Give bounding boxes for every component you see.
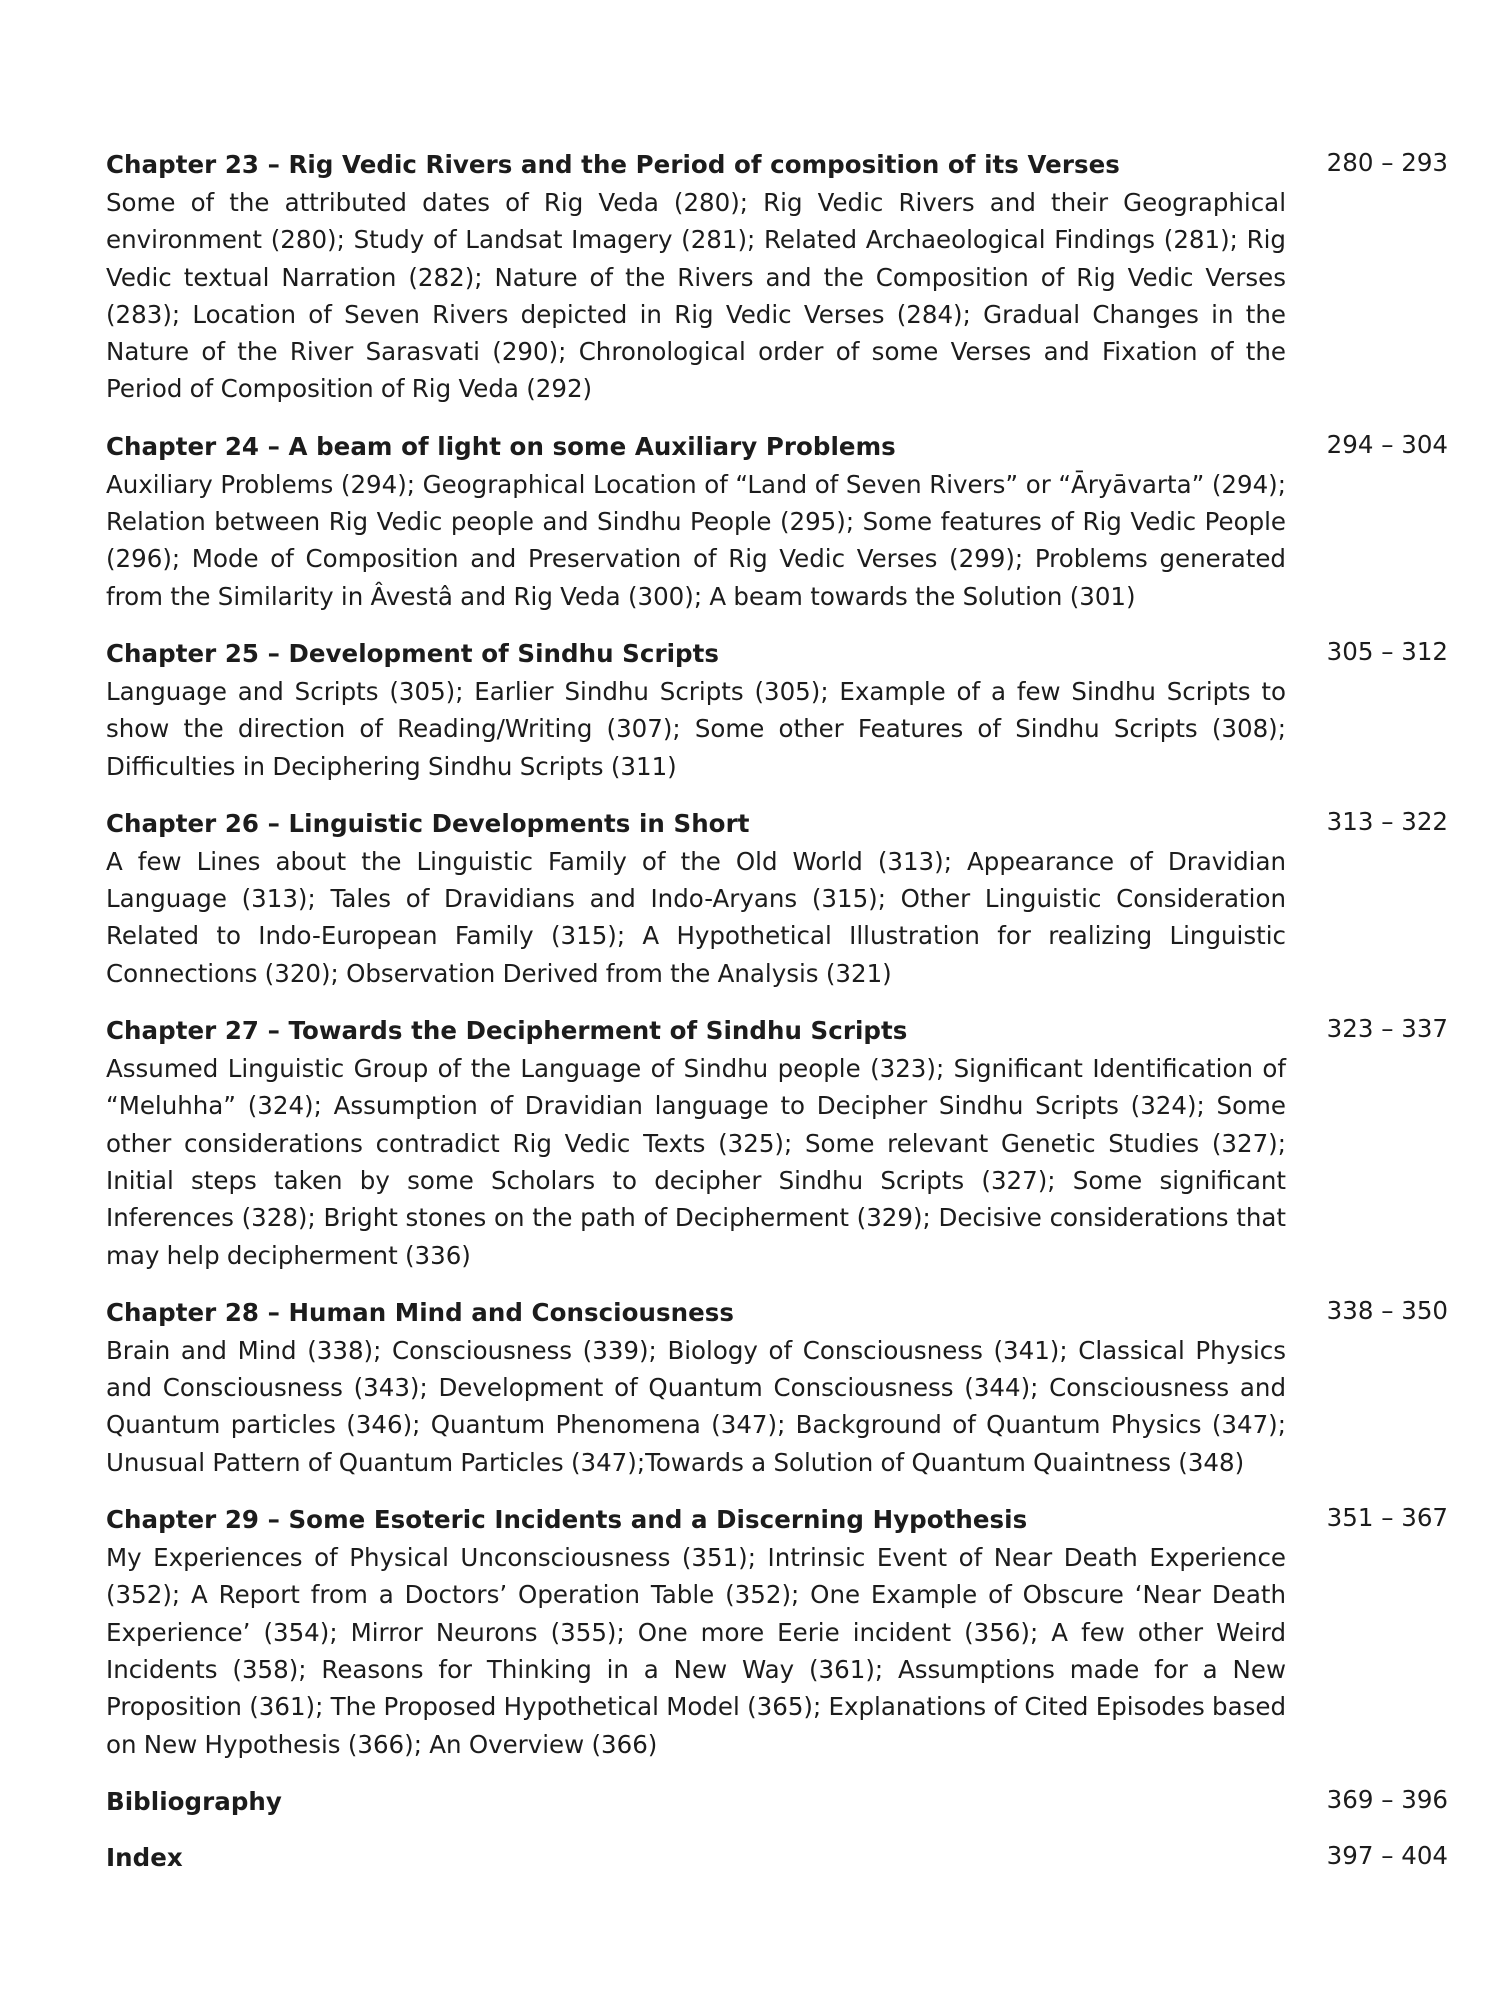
chapter-title: Chapter 26 – Linguistic Developments in Short (106, 808, 750, 838)
chapter-pages: 313 – 322 (1326, 806, 1448, 836)
toc-entry-index (106, 1839, 1448, 1877)
chapter-title: Chapter 29 – Some Esoteric Incidents and a Discerning Hypothesis (106, 1505, 1028, 1535)
chapter-pages: 294 – 304 (1326, 429, 1448, 459)
chapter-title: Chapter 28 – Human Mind and Consciousness (106, 1297, 735, 1327)
bibliography-title: Bibliography (106, 1786, 282, 1816)
chapter-description: Auxiliary Problems (294); Geographical Location of “Land of Seven Rivers” or “Āryāvarta” (294); Relation between Rig Vedic people and Sindhu People (295); Some features of Rig Vedic People (296); Mode of Composition and Preservation of Rig Vedic Verses (299); Problems generated from the Similarity in Âvestâ and Rig Veda (300); A beam towards the Solution (301) (106, 469, 1286, 611)
chapter-pages: 305 – 312 (1326, 636, 1448, 666)
toc-entry-bibliography (106, 1783, 1448, 1821)
toc-entry-chapter-26 (106, 805, 1448, 992)
chapter-description: Assumed Linguistic Group of the Language of Sindhu people (323); Significant Identification of “Meluhha” (324); Assumption of Dravidian language to Decipher Sindhu Scripts (324); Some other considerations contradict Rig Vedic Texts (325); Some relevant Genetic Studies (327); Initial steps taken by some Scholars to decipher Sindhu Scripts (327); Some significant Inferences (328); Bright stones on the path of Decipherment (329); Decisive considerations that may help decipherment (336) (106, 1054, 1286, 1270)
toc-entry-chapter-28 (106, 1294, 1448, 1481)
toc-entry-chapter-25 (106, 635, 1448, 785)
table-of-contents (106, 146, 1448, 1897)
chapter-description: Language and Scripts (305); Earlier Sindhu Scripts (305); Example of a few Sindhu Scripts to show the direction of Reading/Writing (307); Some other Features of Sindhu Scripts (308); Difficulties in Deciphering Sindhu Scripts (311) (106, 676, 1286, 781)
chapter-pages: 323 – 337 (1326, 1014, 1448, 1044)
bibliography-pages: 369 – 396 (1326, 1784, 1448, 1814)
chapter-pages: 338 – 350 (1326, 1295, 1448, 1325)
chapter-title: Chapter 24 – A beam of light on some Auxiliary Problems (106, 431, 896, 461)
chapter-title: Chapter 25 – Development of Sindhu Scripts (106, 638, 720, 668)
index-pages: 397 – 404 (1326, 1840, 1448, 1870)
index-title: Index (106, 1842, 183, 1872)
toc-entry-chapter-29 (106, 1501, 1448, 1763)
chapter-description: Brain and Mind (338); Consciousness (339); Biology of Consciousness (341); Classical Physics and Consciousness (343); Development of Quantum Consciousness (344); Consciousness and Quantum particles (346); Quantum Phenomena (347); Background of Quantum Physics (347); Unusual Pattern of Quantum Particles (347);Towards a Solution of Quantum Quaintness (348) (106, 1335, 1286, 1477)
chapter-title: Chapter 23 – Rig Vedic Rivers and the Period of composition of its Verses (106, 150, 1120, 179)
chapter-description: My Experiences of Physical Unconsciousness (351); Intrinsic Event of Near Death Experience (352); A Report from a Doctors’ Operation Table (352); One Example of Obscure ‘Near Death Experience’ (354); Mirror Neurons (355); One more Eerie incident (356); A few other Weird Incidents (358); Reasons for Thinking in a New Way (361); Assumptions made for a New Proposition (361); The Proposed Hypothetical Model (365); Explanations of Cited Episodes based on New Hypothesis (366); An Overview (366) (106, 1543, 1286, 1759)
toc-entry-chapter-24 (106, 428, 1448, 615)
chapter-pages: 280 – 293 (1326, 148, 1448, 177)
chapter-pages: 351 – 367 (1326, 1503, 1448, 1533)
toc-entry-chapter-27 (106, 1012, 1448, 1274)
chapter-description: A few Lines about the Linguistic Family of the Old World (313); Appearance of Dravidian Language (313); Tales of Dravidians and Indo-Aryans (315); Other Linguistic Consideration Related to Indo-European Family (315); A Hypothetical Illustration for realizing Linguistic Connections (320); Observation Derived from the Analysis (321) (106, 846, 1286, 988)
chapter-description: Some of the attributed dates of Rig Veda (280); Rig Vedic Rivers and their Geographical environment (280); Study of Landsat Imagery (281); Related Archaeological Findings (281); Rig Vedic textual Narration (282); Nature of the Rivers and the Composition of Rig Vedic Verses (283); Location of Seven Rivers depicted in Rig Vedic Verses (284); Gradual Changes in the Nature of the River Sarasvati (290); Chronological order of some Verses and Fixation of the Period of Composition of Rig Veda (292) (106, 188, 1286, 404)
toc-entry-chapter-23 (106, 146, 1448, 408)
chapter-title: Chapter 27 – Towards the Decipherment of Sindhu Scripts (106, 1016, 908, 1046)
